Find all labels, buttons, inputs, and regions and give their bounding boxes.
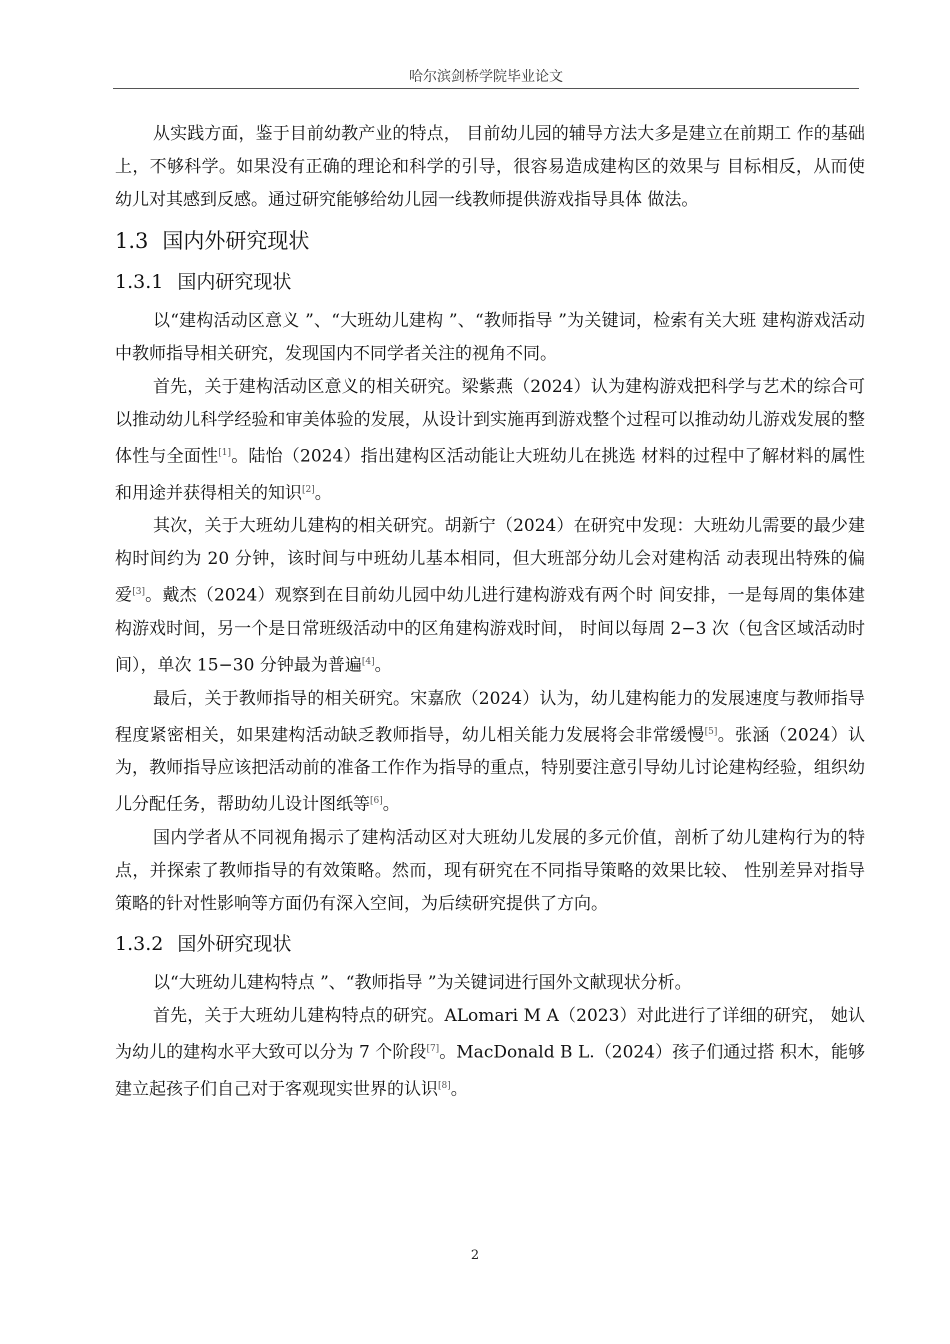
heading-1-3-1 — [115, 265, 865, 299]
text-run: 。戴杰（2024）观察到在目前幼儿园中幼儿进行建构游戏有两个时 间安排，一是每周的集体建构游戏时间，另一个是日常班级活动中的区角建构游戏时间， 时间以每周 2−3 次（包含区域活动时间），单次 15−30 分钟最为普遍 — [115, 585, 866, 676]
paragraph-domestic-first — [115, 371, 865, 510]
paragraph-practice: 从实践方面，鉴于目前幼教产业的特点， 目前幼儿园的辅导方法大多是建立在前期工 作的基础上，不够科学。如果没有正确的理论和科学的引导，很容易造成建构区的效果与 目标相反，从而使幼儿对其感到反感。通过研究能够给幼儿园一线教师提供游戏指导具体 做法。 — [115, 124, 865, 210]
text-run: 。MacDonald B L.（2024）孩子们通过搭 积木，能够建立起孩子们自己对于客观现实世界的认识 — [115, 1042, 865, 1100]
citation-4: [4] — [361, 656, 375, 667]
text-run: 其次，关于大班幼儿建构的相关研究。胡新宁（2024）在研究中发现：大班幼儿需要的最少建构时间约为 20 分钟，该时间与中班幼儿基本相同，但大班部分幼儿会对建构活 动表现出特殊的偏爱 — [115, 516, 865, 606]
heading-number: 1.3.1 — [115, 271, 164, 293]
text-run: 。 — [450, 1079, 468, 1100]
heading-title: 国内外研究现状 — [162, 229, 310, 253]
running-header: 哈尔滨剑桥学院毕业论文 — [409, 69, 563, 85]
page-body — [115, 118, 865, 1106]
paragraph-domestic-second — [115, 510, 865, 682]
citation-8: [8] — [438, 1080, 451, 1091]
heading-title: 国内研究现状 — [177, 271, 292, 293]
text-run: 首先，关于大班幼儿建构特点的研究。ALomari M A（2023）对此进行了详细的研究， 她认为幼儿的建构水平大致可以分为 7 个阶段 — [115, 1005, 865, 1063]
heading-title: 国外研究现状 — [177, 932, 292, 955]
citation-7: [7] — [426, 1043, 440, 1054]
paragraph-domestic-summary: 国内学者从不同视角揭示了建构活动区对大班幼儿发展的多元价值，剖析了幼儿建构行为的特点，并探索了教师指导的有效策略。然而，现有研究在不同指导策略的效果比较、 性别差异对指导策略的针对性影响等方面仍有深入空间，为后续研究提供了方向。 — [115, 827, 865, 914]
heading-number: 1.3 — [115, 229, 149, 253]
text-run: 。 — [314, 483, 332, 504]
heading-1-3-2 — [115, 927, 865, 961]
text-run: 。 — [374, 655, 392, 676]
paragraph-domestic-third — [115, 683, 865, 822]
text-run: 。陆怡（2024）指出建构区活动能让大班幼儿在挑选 材料的过程中了解材料的属性和用途并获得相关的知识 — [115, 446, 866, 504]
heading-number: 1.3.2 — [115, 932, 164, 955]
citation-6: [6] — [370, 796, 383, 807]
paragraph-keywords-domestic: 以“建构活动区意义 ”、“大班幼儿建构 ”、“教师指导 ”为关键词，检索有关大班 建构游戏活动中教师指导相关研究，发现国内不同学者关注的视角不同。 — [115, 311, 865, 364]
citation-2: [2] — [302, 484, 315, 495]
page-number: 2 — [470, 1248, 480, 1263]
citation-5: [5] — [704, 726, 718, 737]
text-run: 。张涵（2024）认为，教师指导应该把活动前的准备工作作为指导的重点，特别要注意引导幼儿讨论建构经验，组织幼儿分配任务，帮助幼儿设计图纸等 — [115, 725, 866, 815]
text-run: 。 — [382, 794, 400, 815]
text-run: 最后，关于教师指导的相关研究。宋嘉欣（2024）认为，幼儿建构能力的发展速度与教师指导程度紧密相关，如果建构活动缺乏教师指导，幼儿相关能力发展将会非常缓慢 — [115, 688, 865, 746]
paragraph-keywords-foreign: 以“大班幼儿建构特点 ”、“教师指导 ”为关键词进行国外文献现状分析。 — [153, 972, 692, 993]
citation-1: [1] — [218, 448, 231, 458]
paragraph-foreign-first — [115, 1000, 865, 1106]
header-rule — [113, 88, 859, 89]
citation-3: [3] — [132, 587, 145, 598]
heading-1-3 — [115, 223, 865, 259]
text-run: 首先，关于建构活动区意义的相关研究。梁紫燕（2024）认为建构游戏把科学与艺术的综合可以推动幼儿科学经验和审美体验的发展，从设计到实施再到游戏整个过程可以推动幼儿游戏发展的整体性与全面性 — [115, 377, 865, 467]
